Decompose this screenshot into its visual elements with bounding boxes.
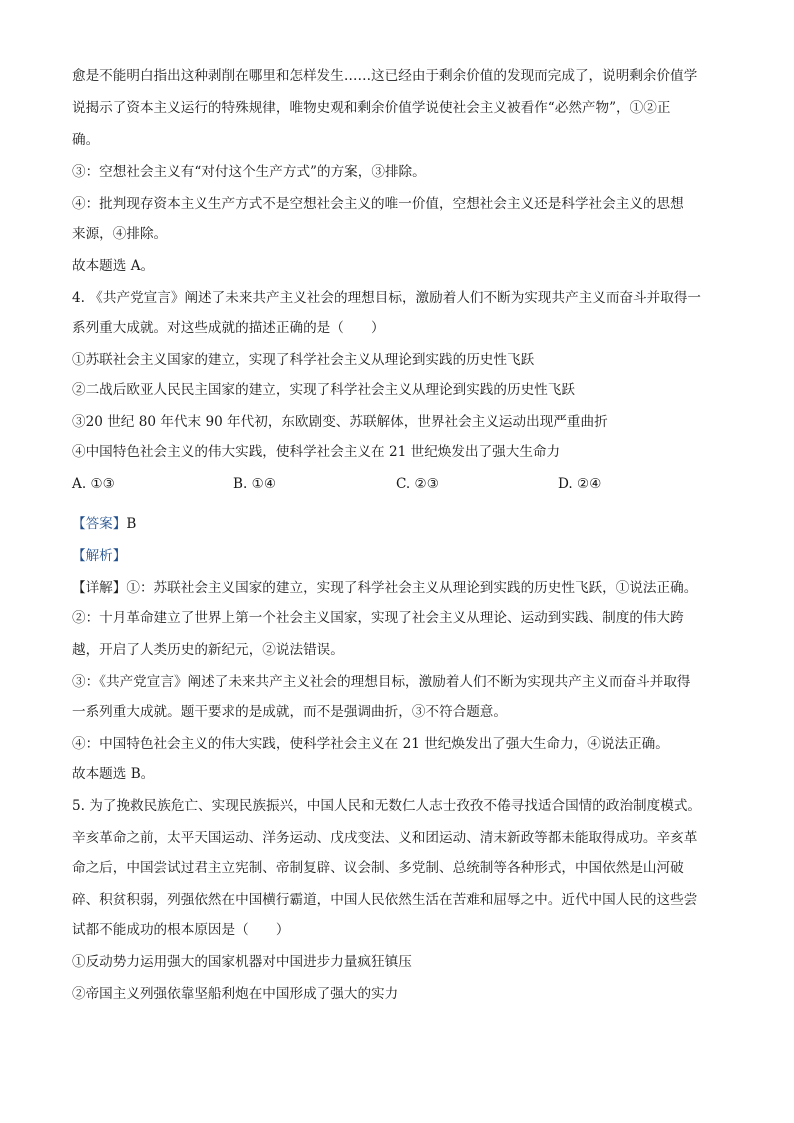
statement-1: ①苏联社会主义国家的建立，实现了科学社会主义从理论到实践的历史性飞跃 [72, 352, 535, 368]
text-line: 说揭示了资本主义运行的特殊规律，唯物史观和剩余价值学说使社会主义被看作“必然产物”，①②正 [72, 100, 671, 116]
question-5-stem: 辛亥革命之前，太平天国运动、洋务运动、戊戌变法、义和团运动、清末新政等都未能取得成功。辛亥革 [72, 830, 698, 846]
text-line: 故本题选 B。 [72, 766, 155, 782]
text-line: ④：批判现存资本主义生产方式不是空想社会主义的唯一价值，空想社会主义还是科学社会主义的思想 [72, 196, 684, 212]
detail-text: ①：苏联社会主义国家的建立，实现了科学社会主义从理论到实践的历史性飞跃，①说法正确。 [126, 580, 698, 596]
analysis-line [72, 546, 724, 566]
text-line: ④：中国特色社会主义的伟大实践，使科学社会主义在 21 世纪焕发出了强大生命力，④说法正确。 [72, 736, 669, 752]
text-line: ③：空想社会主义有“对付这个生产方式”的方案，③排除。 [72, 164, 426, 180]
text-line: 一系列重大成就。题干要求的是成就，而不是强调曲折，③不符合题意。 [72, 704, 507, 720]
question-5-stem: 试都不能成功的根本原因是（ ） [72, 922, 290, 938]
statement-4: ④中国特色社会主义的伟大实践，使科学社会主义在 21 世纪焕发出了强大生命力 [72, 444, 561, 460]
question-5-stem: 命之后，中国尝试过君主立宪制、帝制复辟、议会制、多党制、总统制等各种形式，中国依然是山河破 [72, 860, 684, 876]
detail-tag: 【详解】 [72, 580, 127, 596]
text-line: 越，开启了人类历史的新纪元，②说法错误。 [72, 642, 344, 658]
detail-line [72, 578, 724, 598]
question-4-stem: 系列重大成就。对这些成就的描述正确的是（ ） [72, 320, 385, 336]
text-line: 确。 [72, 132, 100, 148]
statement-3: ③20 世纪 80 年代末 90 年代初，东欧剧变、苏联解体，世界社会主义运动出现严重曲折 [72, 414, 608, 430]
answer-value: B [126, 516, 137, 532]
analysis-tag: 【解析】 [72, 548, 127, 564]
text-line: ③：《共产党宣言》阐述了未来共产主义社会的理想目标，激励着人们不断为实现共产主义而奋斗并取得 [72, 674, 691, 690]
option-c: C. ②③ [396, 476, 439, 492]
option-a: A. ①③ [72, 476, 115, 492]
option-b: B. ①④ [233, 476, 277, 492]
question-4-stem: 4. 《共产党宣言》阐述了未来共产主义社会的理想目标，激励着人们不断为实现共产主义而奋斗并取得一 [72, 290, 702, 306]
text-line: 愈是不能明白指出这种剥削在哪里和怎样发生……这已经由于剩余价值的发现而完成了，说明剩余价值学 [72, 68, 698, 84]
question-5-stem: 5. 为了挽救民族危亡、实现民族振兴，中国人民和无数仁人志士孜孜不倦寻找适合国情的政治制度模式。 [72, 798, 702, 814]
text-line: 来源，④排除。 [72, 226, 168, 242]
question-5-stem: 碎、积贫积弱，列强依然在中国横行霸道，中国人民依然生活在苦难和屈辱之中。近代中国人民的这些尝 [72, 892, 698, 908]
statement-2: ②二战后欧亚人民民主国家的建立，实现了科学社会主义从理论到实践的历史性飞跃 [72, 382, 575, 398]
text-line: 故本题选 A。 [72, 258, 155, 274]
option-d: D. ②④ [558, 476, 602, 492]
answer-tag: 【答案】 [72, 516, 127, 532]
statement-2: ②帝国主义列强依靠坚船利炮在中国形成了强大的实力 [72, 986, 399, 1002]
statement-1: ①反动势力运用强大的国家机器对中国进步力量疯狂镇压 [72, 954, 412, 970]
answer-line [72, 514, 724, 534]
text-line: ②：十月革命建立了世界上第一个社会主义国家，实现了社会主义从理论、运动到实践、制度的伟大跨 [72, 610, 684, 626]
